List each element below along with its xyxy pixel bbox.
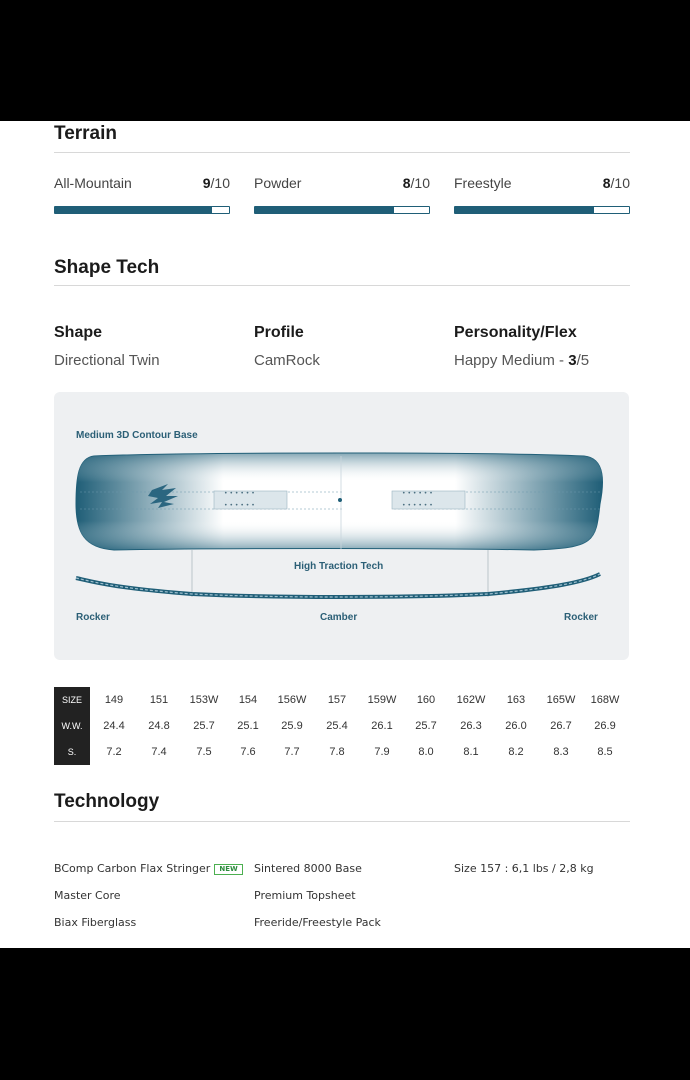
table-cell: 7.7: [284, 746, 300, 758]
table-cell: 26.7: [550, 720, 572, 732]
terrain-score: 8/10: [402, 175, 430, 191]
technology-column-1: [54, 861, 243, 942]
table-cell: 160: [416, 694, 436, 706]
technology-title: Technology: [54, 791, 160, 812]
table-cell: 157: [327, 694, 347, 706]
profile-heading: Profile: [254, 324, 304, 341]
table-cell: 7.5: [196, 746, 212, 758]
table-row: [54, 713, 630, 739]
terrain-freestyle: [454, 175, 630, 219]
table-cell: 25.4: [326, 720, 348, 732]
profile-value: CamRock: [254, 352, 320, 369]
rocker-right-label: Rocker: [564, 612, 598, 623]
camber-label: Camber: [320, 612, 358, 623]
technology-divider: [54, 821, 630, 822]
table-cell: 163: [506, 694, 526, 706]
profile-column: [254, 324, 320, 369]
bottom-letterbox: [0, 948, 690, 1080]
row-header: W.W.: [54, 713, 90, 739]
table-cell: 156W: [277, 694, 307, 706]
terrain-score: 9/10: [202, 175, 230, 191]
terrain-label: Freestyle: [454, 175, 512, 191]
table-cell: 159W: [367, 694, 397, 706]
table-cell: 26.1: [371, 720, 393, 732]
flex-column: [454, 324, 589, 369]
top-letterbox: [0, 0, 690, 121]
table-cell: 8.2: [508, 746, 524, 758]
table-row: [54, 687, 630, 713]
table-cell: 162W: [456, 694, 486, 706]
size-table: [54, 687, 630, 765]
table-cell: 151: [149, 694, 169, 706]
svg-text:• • • • • •: • • • • • •: [402, 490, 433, 497]
table-cell: 26.3: [460, 720, 482, 732]
table-row: [54, 739, 630, 765]
table-cell: 25.7: [193, 720, 215, 732]
table-cell: 24.8: [148, 720, 170, 732]
tech-item: Sintered 8000 Base: [254, 862, 362, 875]
new-badge: NEW: [214, 864, 242, 875]
table-cell: 8.5: [597, 746, 613, 758]
rocker-left-label: Rocker: [76, 612, 110, 623]
table-cell: 154: [238, 694, 258, 706]
table-cell: 8.0: [418, 746, 434, 758]
base-label: Medium 3D Contour Base: [76, 430, 198, 441]
terrain-score: 8/10: [602, 175, 630, 191]
table-cell: 8.3: [553, 746, 569, 758]
table-cell: 26.0: [505, 720, 527, 732]
terrain-bar-fill: [255, 207, 394, 213]
tech-item: Freeride/Freestyle Pack: [254, 916, 381, 929]
row-header: SIZE: [54, 687, 90, 713]
tech-item: BComp Carbon Flax Stringer NEW: [54, 861, 243, 888]
tech-item: Biax Fiberglass: [54, 916, 137, 929]
tech-item: Premium Topsheet: [254, 889, 356, 902]
shape-column: [54, 324, 160, 369]
terrain-bar: [254, 206, 430, 214]
spec-sheet: [0, 121, 690, 948]
shape-tech-title: Shape Tech: [54, 257, 160, 278]
shape-heading: Shape: [54, 324, 103, 341]
terrain-divider: [54, 152, 630, 153]
svg-text:• • • • • •: • • • • • •: [402, 502, 433, 509]
technology-column-2: [254, 861, 381, 942]
table-cell: 8.1: [463, 746, 479, 758]
terrain-title: Terrain: [54, 123, 118, 144]
flex-value: Happy Medium - 3/5: [454, 352, 590, 369]
terrain-label: Powder: [254, 175, 302, 191]
board-profile: [76, 574, 600, 597]
shape-value: Directional Twin: [54, 352, 160, 369]
svg-text:• • • • • •: • • • • • •: [224, 502, 255, 509]
board-diagram: [54, 392, 629, 660]
table-cell: 26.9: [594, 720, 616, 732]
table-cell: 7.4: [151, 746, 167, 758]
terrain-bar-fill: [55, 207, 212, 213]
terrain-powder: [254, 175, 430, 219]
svg-text:• • • • • •: • • • • • •: [224, 490, 255, 497]
terrain-label: All-Mountain: [54, 175, 132, 191]
terrain-bar: [54, 206, 230, 214]
table-cell: 25.9: [281, 720, 303, 732]
terrain-bar-fill: [455, 207, 594, 213]
traction-label: High Traction Tech: [294, 561, 384, 572]
table-cell: 7.8: [329, 746, 345, 758]
table-cell: 7.9: [374, 746, 390, 758]
table-cell: 149: [104, 694, 124, 706]
table-cell: 7.2: [106, 746, 122, 758]
table-cell: 7.6: [240, 746, 256, 758]
shape-tech-divider: [54, 285, 630, 286]
table-cell: 24.4: [103, 720, 125, 732]
table-cell: 168W: [590, 694, 620, 706]
flex-heading: Personality/Flex: [454, 324, 577, 341]
table-cell: 25.7: [415, 720, 437, 732]
tech-item: Size 157 : 6,1 lbs / 2,8 kg: [454, 862, 594, 875]
table-cell: 153W: [189, 694, 219, 706]
terrain-all-mountain: [54, 175, 230, 219]
table-cell: 165W: [546, 694, 576, 706]
technology-column-3: [454, 861, 594, 888]
table-cell: 25.1: [237, 720, 259, 732]
tech-item: Master Core: [54, 889, 121, 902]
terrain-bar: [454, 206, 630, 214]
row-header: S.: [54, 739, 90, 765]
